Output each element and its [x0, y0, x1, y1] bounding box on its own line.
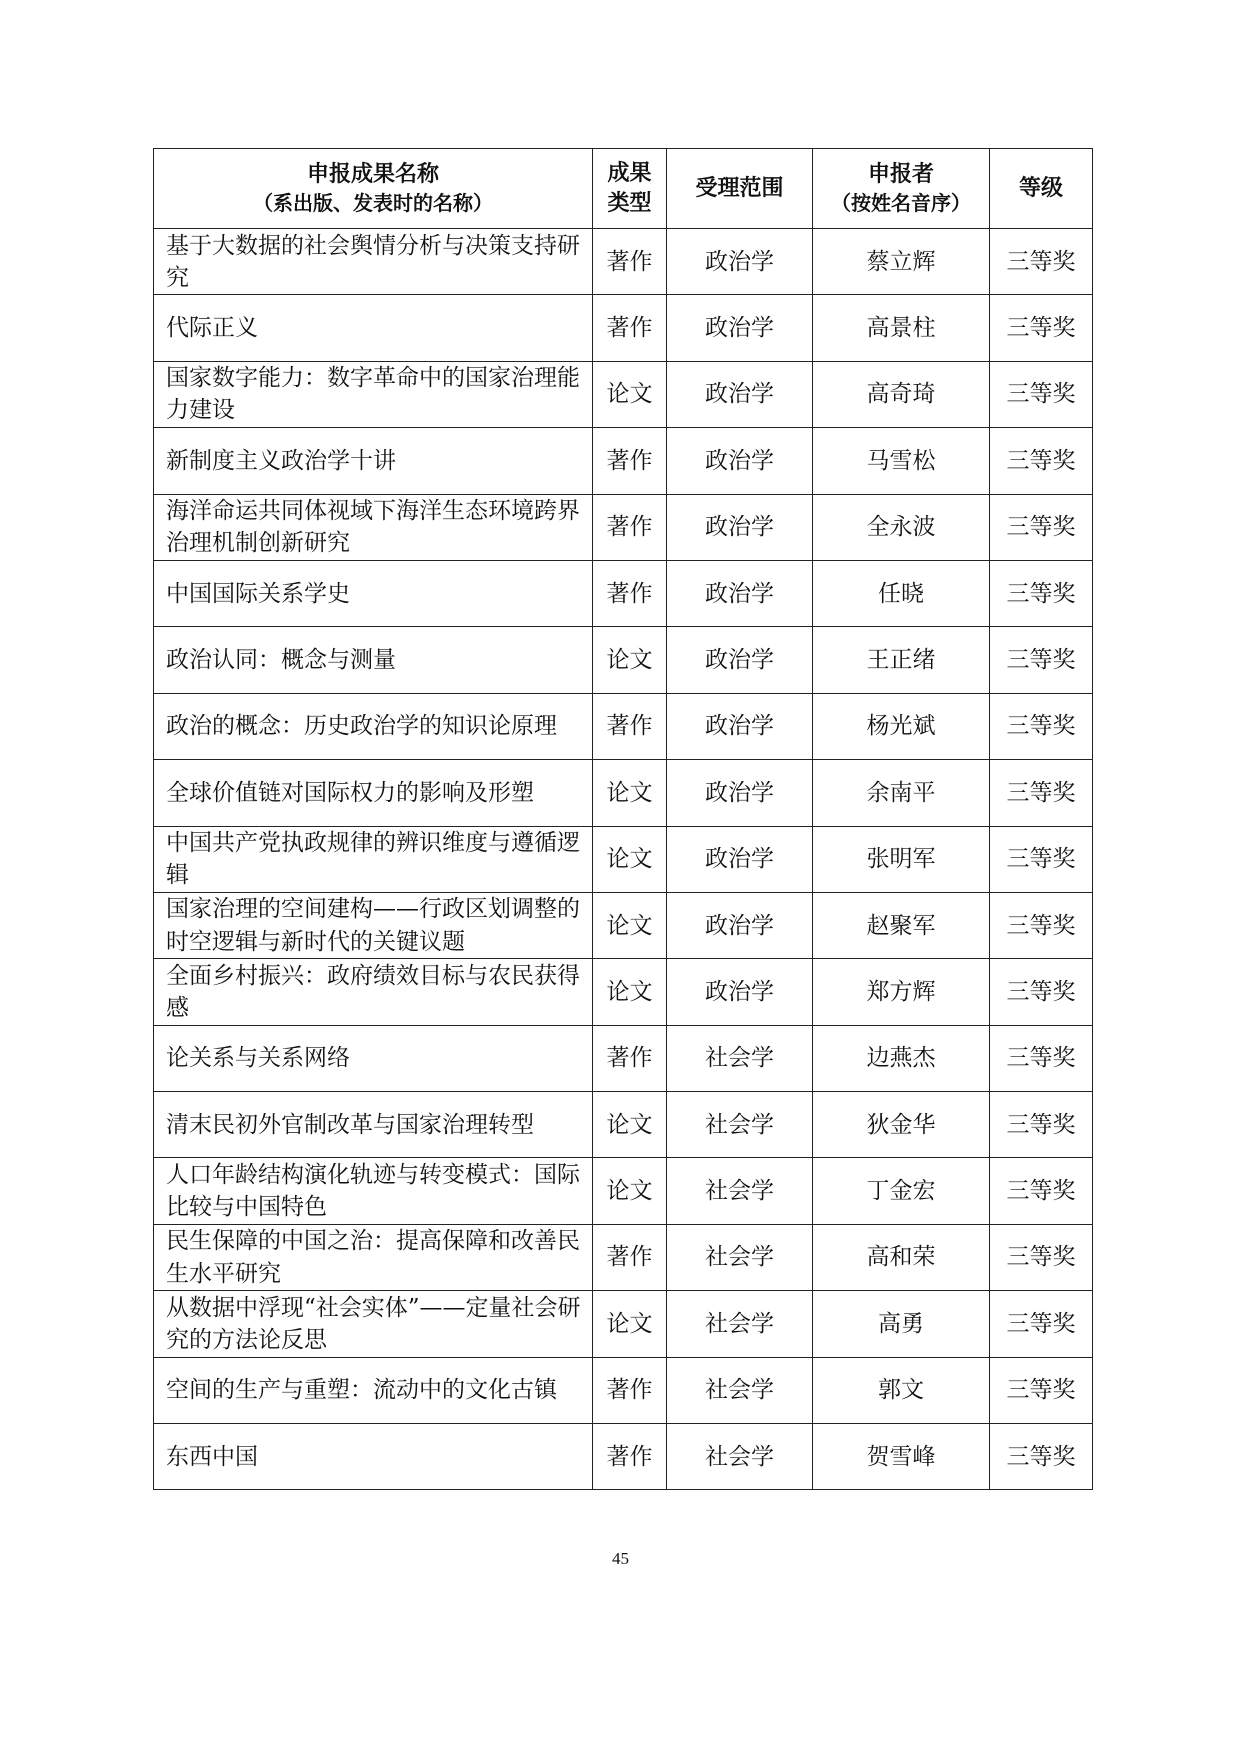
header-type	[593, 149, 667, 229]
cell-applicant: 狄金华	[813, 1092, 990, 1158]
cell-grade: 三等奖	[990, 627, 1093, 693]
cell-scope: 政治学	[667, 229, 813, 295]
table-row	[154, 229, 1093, 295]
cell-title: 全球价值链对国际权力的影响及形塑	[154, 760, 593, 826]
header-applicant-sub: （按姓名音序）	[831, 190, 971, 215]
cell-scope: 社会学	[667, 1025, 813, 1091]
cell-grade: 三等奖	[990, 826, 1093, 892]
cell-type: 论文	[593, 760, 667, 826]
cell-title: 新制度主义政治学十讲	[154, 428, 593, 494]
cell-grade: 三等奖	[990, 494, 1093, 560]
cell-type: 论文	[593, 892, 667, 958]
cell-applicant: 高奇琦	[813, 361, 990, 427]
cell-type: 著作	[593, 1424, 667, 1490]
cell-type: 著作	[593, 1224, 667, 1290]
cell-applicant: 马雪松	[813, 428, 990, 494]
table-header	[154, 149, 1093, 229]
cell-grade: 三等奖	[990, 1158, 1093, 1224]
header-applicant	[813, 149, 990, 229]
cell-scope: 政治学	[667, 959, 813, 1025]
header-applicant-main: 申报者	[867, 162, 934, 188]
table-row	[154, 361, 1093, 427]
table-row	[154, 760, 1093, 826]
cell-type: 论文	[593, 627, 667, 693]
cell-type: 著作	[593, 1025, 667, 1091]
table-row	[154, 560, 1093, 626]
table-row	[154, 1224, 1093, 1290]
cell-title: 全面乡村振兴：政府绩效目标与农民获得感	[154, 959, 593, 1025]
cell-grade: 三等奖	[990, 1092, 1093, 1158]
cell-scope: 政治学	[667, 428, 813, 494]
cell-title: 基于大数据的社会舆情分析与决策支持研究	[154, 229, 593, 295]
table-body	[154, 229, 1093, 1490]
table-row	[154, 1291, 1093, 1357]
cell-title: 政治的概念：历史政治学的知识论原理	[154, 693, 593, 759]
cell-grade: 三等奖	[990, 1291, 1093, 1357]
cell-scope: 社会学	[667, 1158, 813, 1224]
cell-type: 论文	[593, 1158, 667, 1224]
table-row	[154, 494, 1093, 560]
cell-type: 著作	[593, 229, 667, 295]
cell-grade: 三等奖	[990, 1424, 1093, 1490]
cell-type: 著作	[593, 428, 667, 494]
cell-type: 著作	[593, 693, 667, 759]
cell-type: 著作	[593, 494, 667, 560]
cell-scope: 社会学	[667, 1291, 813, 1357]
cell-title: 空间的生产与重塑：流动中的文化古镇	[154, 1357, 593, 1423]
header-title-sub: （系出版、发表时的名称）	[253, 190, 493, 215]
cell-scope: 社会学	[667, 1357, 813, 1423]
table-row	[154, 1092, 1093, 1158]
cell-grade: 三等奖	[990, 428, 1093, 494]
awards-table	[153, 148, 1093, 1490]
table-row	[154, 295, 1093, 361]
cell-title: 代际正义	[154, 295, 593, 361]
cell-scope: 政治学	[667, 627, 813, 693]
cell-type: 著作	[593, 295, 667, 361]
cell-applicant: 高勇	[813, 1291, 990, 1357]
table-row	[154, 1025, 1093, 1091]
cell-grade: 三等奖	[990, 361, 1093, 427]
header-title-main: 申报成果名称	[306, 162, 439, 188]
cell-scope: 政治学	[667, 295, 813, 361]
header-type-line1: 成果	[607, 160, 652, 186]
cell-grade: 三等奖	[990, 295, 1093, 361]
cell-grade: 三等奖	[990, 1357, 1093, 1423]
cell-scope: 政治学	[667, 361, 813, 427]
cell-applicant: 张明军	[813, 826, 990, 892]
cell-scope: 社会学	[667, 1224, 813, 1290]
cell-title: 民生保障的中国之治：提高保障和改善民生水平研究	[154, 1224, 593, 1290]
cell-title: 政治认同：概念与测量	[154, 627, 593, 693]
table-row	[154, 1158, 1093, 1224]
table-row	[154, 428, 1093, 494]
cell-applicant: 高景柱	[813, 295, 990, 361]
cell-title: 海洋命运共同体视域下海洋生态环境跨界治理机制创新研究	[154, 494, 593, 560]
cell-type: 论文	[593, 1092, 667, 1158]
cell-title: 国家数字能力：数字革命中的国家治理能力建设	[154, 361, 593, 427]
cell-applicant: 丁金宏	[813, 1158, 990, 1224]
cell-grade: 三等奖	[990, 959, 1093, 1025]
cell-scope: 政治学	[667, 826, 813, 892]
cell-scope: 政治学	[667, 494, 813, 560]
cell-grade: 三等奖	[990, 693, 1093, 759]
cell-applicant: 郭文	[813, 1357, 990, 1423]
cell-scope: 社会学	[667, 1424, 813, 1490]
cell-applicant: 蔡立辉	[813, 229, 990, 295]
cell-applicant: 郑方辉	[813, 959, 990, 1025]
table-row	[154, 627, 1093, 693]
cell-applicant: 杨光斌	[813, 693, 990, 759]
cell-grade: 三等奖	[990, 229, 1093, 295]
cell-applicant: 全永波	[813, 494, 990, 560]
header-scope: 受理范围	[667, 149, 813, 229]
cell-type: 著作	[593, 560, 667, 626]
cell-title: 国家治理的空间建构——行政区划调整的时空逻辑与新时代的关键议题	[154, 892, 593, 958]
header-type-line2: 类型	[607, 190, 652, 216]
table-row	[154, 959, 1093, 1025]
cell-scope: 政治学	[667, 693, 813, 759]
cell-type: 论文	[593, 959, 667, 1025]
cell-applicant: 赵聚军	[813, 892, 990, 958]
cell-type: 论文	[593, 826, 667, 892]
cell-applicant: 任晓	[813, 560, 990, 626]
cell-title: 从数据中浮现“社会实体”——定量社会研究的方法论反思	[154, 1291, 593, 1357]
cell-title: 论关系与关系网络	[154, 1025, 593, 1091]
header-title	[154, 149, 593, 229]
table-row	[154, 1424, 1093, 1490]
cell-grade: 三等奖	[990, 560, 1093, 626]
cell-applicant: 高和荣	[813, 1224, 990, 1290]
cell-grade: 三等奖	[990, 1224, 1093, 1290]
cell-grade: 三等奖	[990, 1025, 1093, 1091]
cell-grade: 三等奖	[990, 760, 1093, 826]
header-grade: 等级	[990, 149, 1093, 229]
cell-scope: 社会学	[667, 1092, 813, 1158]
cell-title: 中国国际关系学史	[154, 560, 593, 626]
cell-applicant: 余南平	[813, 760, 990, 826]
cell-scope: 政治学	[667, 892, 813, 958]
header-row	[154, 149, 1093, 229]
table-row	[154, 892, 1093, 958]
cell-type: 著作	[593, 1357, 667, 1423]
table-row	[154, 693, 1093, 759]
cell-title: 人口年龄结构演化轨迹与转变模式：国际比较与中国特色	[154, 1158, 593, 1224]
table-row	[154, 826, 1093, 892]
page-number: 45	[612, 1549, 629, 1568]
cell-type: 论文	[593, 1291, 667, 1357]
cell-scope: 政治学	[667, 760, 813, 826]
cell-applicant: 王正绪	[813, 627, 990, 693]
cell-scope: 政治学	[667, 560, 813, 626]
cell-applicant: 贺雪峰	[813, 1424, 990, 1490]
cell-applicant: 边燕杰	[813, 1025, 990, 1091]
cell-type: 论文	[593, 361, 667, 427]
cell-title: 清末民初外官制改革与国家治理转型	[154, 1092, 593, 1158]
cell-title: 中国共产党执政规律的辨识维度与遵循逻辑	[154, 826, 593, 892]
table-row	[154, 1357, 1093, 1423]
cell-title: 东西中国	[154, 1424, 593, 1490]
cell-grade: 三等奖	[990, 892, 1093, 958]
